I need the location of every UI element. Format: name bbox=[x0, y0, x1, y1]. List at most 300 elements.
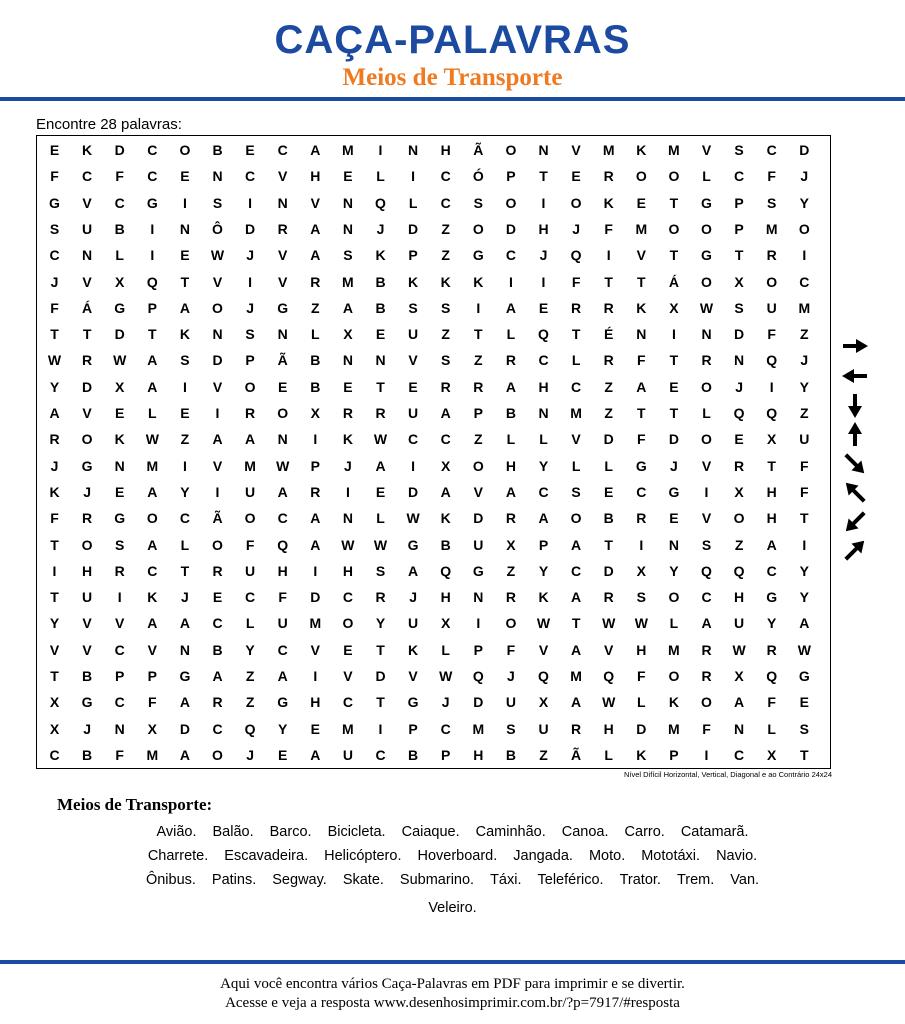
grid-letter: H bbox=[277, 562, 288, 579]
grid-letter: P bbox=[408, 247, 418, 264]
grid-letter: N bbox=[636, 326, 647, 343]
grid-letter: S bbox=[245, 326, 255, 343]
grid-letter: Y bbox=[538, 457, 549, 474]
grid-letter: Q bbox=[766, 405, 778, 421]
grid-letter: O bbox=[701, 431, 712, 448]
grid-letter: U bbox=[734, 615, 745, 632]
word-list-item: Escavadeira. bbox=[224, 848, 309, 864]
grid-letter: C bbox=[245, 589, 256, 606]
grid-letter: S bbox=[506, 720, 516, 737]
grid-letter: C bbox=[114, 194, 125, 211]
grid-letter: I bbox=[150, 220, 155, 237]
grid-letter: G bbox=[766, 589, 778, 606]
arrow-down-left-icon bbox=[838, 509, 872, 535]
grid-letter: G bbox=[472, 247, 484, 264]
word-list-item: Mototáxi. bbox=[641, 848, 701, 864]
grid-letter: N bbox=[212, 168, 223, 185]
grid-letter: O bbox=[733, 510, 745, 527]
grid-row bbox=[37, 347, 832, 373]
grid-letter: J bbox=[83, 720, 91, 737]
word-list-item: Trator. bbox=[619, 872, 661, 888]
grid-letter: I bbox=[313, 431, 318, 448]
grid-letter: K bbox=[636, 299, 647, 316]
grid-row bbox=[37, 479, 832, 505]
grid-letter: J bbox=[246, 247, 254, 264]
grid-letter: A bbox=[440, 483, 451, 500]
grid-letter: U bbox=[408, 405, 419, 421]
grid-letter: N bbox=[179, 641, 190, 658]
grid-letter: Q bbox=[472, 668, 484, 684]
grid-letter: W bbox=[634, 615, 648, 632]
grid-row bbox=[37, 374, 832, 400]
grid-letter: E bbox=[734, 431, 744, 448]
grid-letter: F bbox=[637, 668, 646, 684]
grid-letter: A bbox=[310, 220, 321, 237]
grid-letter: M bbox=[635, 220, 648, 237]
grid-letter: F bbox=[702, 720, 711, 737]
grid-letter: D bbox=[668, 431, 679, 448]
grid-letter: N bbox=[114, 720, 125, 737]
grid-letter: F bbox=[571, 273, 581, 290]
grid-letter: O bbox=[244, 510, 256, 527]
word-list-item: Jangada. bbox=[513, 848, 573, 864]
grid-letter: Ó bbox=[472, 168, 484, 185]
grid-letter: G bbox=[472, 562, 484, 579]
grid-letter: G bbox=[277, 299, 289, 316]
grid-letter: N bbox=[538, 405, 549, 421]
grid-letter: G bbox=[81, 457, 93, 474]
grid-letter: Z bbox=[734, 536, 744, 553]
grid-letter: Z bbox=[311, 299, 320, 316]
grid-letter: D bbox=[799, 142, 810, 158]
grid-letter: K bbox=[82, 142, 93, 158]
grid-letter: F bbox=[50, 510, 59, 527]
grid-letter: V bbox=[82, 405, 92, 421]
grid-letter: J bbox=[441, 694, 450, 711]
grid-letter: U bbox=[342, 746, 353, 763]
grid-letter: F bbox=[148, 694, 157, 711]
grid-letter: X bbox=[147, 720, 157, 737]
grid-letter: M bbox=[765, 220, 778, 237]
grid-letter: Á bbox=[82, 299, 93, 316]
grid-letter: H bbox=[538, 220, 549, 237]
grid-letter: O bbox=[570, 510, 582, 527]
grid-letter: U bbox=[473, 536, 484, 553]
grid-letter: H bbox=[603, 720, 614, 737]
grid-letter: A bbox=[147, 536, 158, 553]
grid-letter: A bbox=[799, 615, 810, 632]
grid-letter: É bbox=[604, 326, 614, 343]
grid-letter: O bbox=[146, 510, 158, 527]
grid-letter: G bbox=[146, 194, 158, 211]
grid-letter: C bbox=[49, 746, 60, 763]
grid-letter: L bbox=[637, 694, 646, 711]
grid-letter: L bbox=[669, 615, 679, 632]
grid-letter: K bbox=[636, 746, 647, 763]
grid-letter: Z bbox=[800, 326, 809, 343]
grid-letter: F bbox=[767, 326, 776, 343]
grid-letter: O bbox=[81, 431, 93, 448]
grid-letter: Z bbox=[245, 668, 255, 684]
grid-letter: F bbox=[115, 168, 124, 185]
grid-letter: D bbox=[636, 720, 647, 737]
grid-letter: S bbox=[180, 352, 190, 369]
grid-letter: Q bbox=[538, 668, 549, 684]
grid-letter: A bbox=[212, 431, 223, 448]
grid-letter: C bbox=[734, 746, 745, 763]
grid-letter: O bbox=[701, 694, 712, 711]
grid-letter: P bbox=[245, 352, 255, 369]
grid-letter: G bbox=[81, 694, 93, 711]
grid-letter: W bbox=[341, 536, 355, 553]
grid-letter: T bbox=[734, 247, 744, 264]
grid-letter: J bbox=[50, 457, 59, 474]
grid-letter: N bbox=[342, 352, 353, 369]
grid-letter: D bbox=[245, 220, 256, 237]
grid-letter: N bbox=[734, 352, 745, 369]
grid-letter: J bbox=[506, 668, 515, 684]
grid-letter: E bbox=[375, 326, 386, 343]
grid-letter: J bbox=[572, 220, 580, 237]
grid-row bbox=[37, 269, 832, 295]
arrow-down-icon bbox=[838, 393, 872, 419]
grid-row bbox=[37, 163, 832, 189]
grid-letter: A bbox=[310, 510, 321, 527]
grid-letter: S bbox=[767, 194, 777, 211]
grid-letter: F bbox=[604, 220, 613, 237]
grid-letter: O bbox=[701, 273, 712, 290]
grid-letter: Q bbox=[538, 326, 549, 343]
grid-letter: G bbox=[668, 483, 680, 500]
grid-letter: L bbox=[376, 168, 385, 185]
grid-letter: Ã bbox=[277, 352, 288, 369]
grid-letter: A bbox=[310, 746, 321, 763]
grid-row bbox=[37, 610, 832, 636]
word-list-row bbox=[0, 822, 905, 842]
grid-letter: V bbox=[212, 273, 223, 290]
grid-letter: D bbox=[505, 220, 516, 237]
grid-letter: L bbox=[441, 641, 450, 658]
grid-letter: Y bbox=[538, 562, 549, 579]
grid-letter: K bbox=[114, 431, 125, 448]
grid-letter: C bbox=[538, 352, 549, 369]
word-list-item: Patins. bbox=[211, 872, 257, 888]
grid-letter: Q bbox=[603, 668, 615, 684]
grid-letter: I bbox=[378, 142, 383, 158]
grid-letter: M bbox=[146, 457, 159, 474]
word-list-item: Caiaque. bbox=[401, 824, 460, 840]
grid-letter: L bbox=[702, 405, 711, 421]
grid-letter: Q bbox=[766, 352, 778, 369]
grid-letter: I bbox=[313, 562, 318, 579]
grid-letter: I bbox=[769, 378, 774, 395]
grid-letter: Ã bbox=[473, 142, 484, 158]
grid-letter: P bbox=[147, 299, 157, 316]
grid-letter: R bbox=[603, 299, 614, 316]
grid-letter: R bbox=[636, 510, 647, 527]
grid-letter: U bbox=[245, 483, 256, 500]
grid-letter: S bbox=[441, 299, 451, 316]
grid-letter: A bbox=[147, 352, 158, 369]
grid-letter: D bbox=[179, 720, 190, 737]
grid-letter: Y bbox=[245, 641, 255, 658]
grid-letter: V bbox=[82, 194, 92, 211]
grid-letter: K bbox=[408, 641, 419, 658]
grid-letter: Z bbox=[441, 220, 450, 237]
grid-letter: C bbox=[147, 168, 158, 185]
grid-letter: Z bbox=[474, 431, 483, 448]
grid-letter: S bbox=[701, 536, 712, 553]
grid-letter: D bbox=[212, 352, 223, 369]
grid-letter: I bbox=[150, 247, 155, 264]
grid-letter: B bbox=[603, 510, 614, 527]
grid-letter: J bbox=[180, 589, 189, 606]
grid-letter: T bbox=[669, 352, 679, 369]
grid-letter: J bbox=[50, 273, 59, 290]
grid-letter: W bbox=[145, 431, 159, 448]
grid-letter: C bbox=[277, 510, 288, 527]
grid-letter: E bbox=[115, 405, 125, 421]
grid-letter: E bbox=[115, 483, 125, 500]
arrow-left-icon bbox=[838, 363, 872, 389]
word-list-item: Hoverboard. bbox=[417, 848, 498, 864]
letter-grid bbox=[36, 135, 831, 769]
grid-letter: C bbox=[147, 562, 158, 579]
grid-letter: F bbox=[800, 483, 809, 500]
grid-letter: X bbox=[767, 746, 777, 763]
grid-letter: I bbox=[476, 299, 481, 316]
grid-row bbox=[37, 216, 832, 242]
grid-letter: E bbox=[538, 299, 549, 316]
grid-letter: W bbox=[373, 536, 388, 553]
grid-letter: H bbox=[734, 589, 745, 606]
grid-letter: V bbox=[408, 352, 418, 369]
grid-letter: I bbox=[182, 378, 187, 395]
grid-row bbox=[37, 689, 832, 715]
grid-row bbox=[37, 584, 832, 610]
grid-letter: U bbox=[408, 615, 419, 632]
grid-letter: F bbox=[800, 457, 809, 474]
grid-letter: U bbox=[82, 589, 93, 606]
arrow-down-right-icon bbox=[838, 451, 872, 477]
grid-letter: E bbox=[799, 694, 809, 711]
page-subtitle: Meios de Transporte bbox=[342, 64, 563, 91]
grid-letter: F bbox=[637, 431, 646, 448]
grid-letter: O bbox=[570, 194, 582, 211]
grid-letter: I bbox=[704, 746, 709, 763]
grid-letter: S bbox=[441, 352, 451, 369]
grid-letter: L bbox=[506, 326, 516, 343]
grid-letter: W bbox=[113, 352, 127, 369]
grid-letter: V bbox=[49, 641, 60, 658]
grid-letter: A bbox=[310, 536, 321, 553]
grid-letter: V bbox=[636, 247, 646, 264]
grid-letter: N bbox=[701, 326, 712, 343]
grid-letter: J bbox=[735, 378, 743, 395]
grid-letter: X bbox=[506, 536, 516, 553]
grid-letter: V bbox=[571, 142, 581, 158]
grid-letter: L bbox=[115, 247, 124, 264]
grid-letter: I bbox=[117, 589, 122, 606]
grid-letter: K bbox=[668, 694, 679, 711]
grid-letter: J bbox=[800, 352, 809, 369]
grid-letter: V bbox=[701, 142, 712, 158]
grid-letter: B bbox=[114, 220, 125, 237]
grid-letter: A bbox=[310, 247, 321, 264]
grid-letter: N bbox=[277, 194, 288, 211]
grid-letter: A bbox=[734, 694, 745, 711]
grid-letter: A bbox=[571, 589, 582, 606]
grid-row bbox=[37, 426, 832, 452]
grid-letter: J bbox=[409, 589, 417, 606]
grid-letter: T bbox=[800, 746, 809, 763]
grid-letter: W bbox=[406, 510, 420, 527]
grid-letter: L bbox=[376, 510, 385, 527]
grid-letter: E bbox=[180, 168, 190, 185]
grid-letter: R bbox=[114, 562, 125, 579]
grid-letter: H bbox=[473, 746, 484, 763]
word-list-item: Veleiro. bbox=[428, 900, 477, 916]
grid-row bbox=[37, 137, 832, 163]
grid-letter: Z bbox=[180, 431, 190, 448]
grid-letter: L bbox=[604, 746, 613, 763]
grid-letter: R bbox=[82, 510, 93, 527]
grid-letter: S bbox=[473, 194, 483, 211]
grid-letter: M bbox=[342, 273, 354, 290]
grid-letter: U bbox=[505, 694, 516, 711]
grid-letter: T bbox=[539, 168, 548, 185]
grid-letter: C bbox=[701, 589, 712, 606]
grid-letter: P bbox=[310, 457, 320, 474]
grid-letter: C bbox=[49, 247, 60, 264]
grid-letter: E bbox=[669, 510, 679, 527]
grid-letter: C bbox=[212, 615, 223, 632]
grid-letter: T bbox=[148, 326, 157, 343]
grid-letter: T bbox=[800, 510, 809, 527]
grid-letter: H bbox=[766, 483, 777, 500]
grid-letter: U bbox=[766, 299, 777, 316]
grid-letter: T bbox=[376, 641, 385, 658]
grid-letter: B bbox=[212, 142, 223, 158]
grid-letter: M bbox=[244, 457, 256, 474]
grid-letter: A bbox=[245, 431, 256, 448]
grid-letter: M bbox=[602, 142, 615, 158]
grid-letter: O bbox=[179, 142, 191, 158]
word-list-item: Bicicleta. bbox=[327, 824, 386, 840]
word-list-item: Teleférico. bbox=[537, 872, 604, 888]
grid-letter: U bbox=[408, 326, 419, 343]
grid-letter: O bbox=[668, 589, 680, 606]
grid-letter: Y bbox=[375, 615, 386, 632]
grid-letter: V bbox=[408, 668, 418, 684]
grid-letter: C bbox=[179, 510, 190, 527]
grid-letter: P bbox=[538, 536, 549, 553]
grid-row bbox=[37, 190, 832, 216]
grid-letter: Y bbox=[180, 483, 190, 500]
grid-letter: G bbox=[114, 299, 126, 316]
grid-letter: X bbox=[767, 431, 777, 448]
grid-letter: Y bbox=[799, 589, 809, 606]
arrow-up-right-icon bbox=[838, 537, 872, 563]
grid-letter: T bbox=[669, 247, 679, 264]
grid-letter: T bbox=[474, 326, 483, 343]
grid-row bbox=[37, 716, 832, 742]
grid-letter: Q bbox=[375, 194, 386, 211]
grid-letter: R bbox=[701, 352, 712, 369]
grid-letter: A bbox=[277, 668, 288, 684]
grid-letter: H bbox=[342, 562, 353, 579]
grid-letter: C bbox=[766, 562, 777, 579]
grid-letter: X bbox=[669, 299, 679, 316]
grid-letter: U bbox=[245, 562, 256, 579]
grid-letter: K bbox=[440, 273, 451, 290]
grid-letter: M bbox=[668, 641, 680, 658]
grid-letter: Z bbox=[604, 405, 613, 421]
grid-row bbox=[37, 637, 832, 663]
grid-letter: V bbox=[604, 641, 614, 658]
grid-letter: R bbox=[49, 431, 60, 448]
grid-letter: D bbox=[408, 483, 419, 500]
grid-letter: N bbox=[277, 326, 288, 343]
grid-letter: M bbox=[570, 668, 582, 684]
grid-letter: H bbox=[538, 378, 549, 395]
grid-letter: X bbox=[734, 668, 744, 684]
grid-letter: S bbox=[115, 536, 125, 553]
grid-letter: I bbox=[182, 457, 187, 474]
grid-letter: A bbox=[179, 299, 190, 316]
grid-letter: R bbox=[505, 510, 516, 527]
grid-letter: N bbox=[473, 589, 484, 606]
grid-letter: O bbox=[472, 220, 484, 237]
grid-row bbox=[37, 532, 832, 558]
grid-letter: N bbox=[342, 510, 353, 527]
grid-letter: V bbox=[701, 510, 712, 527]
footer-line-1: Aqui você encontra vários Caça-Palavras em PDF para imprimir e se divertir. bbox=[220, 976, 685, 992]
grid-letter: N bbox=[668, 536, 679, 553]
grid-letter: T bbox=[571, 326, 581, 343]
grid-letter: H bbox=[636, 641, 647, 658]
grid-letter: O bbox=[798, 220, 810, 237]
grid-letter: K bbox=[603, 194, 614, 211]
direction-arrows bbox=[838, 333, 872, 573]
grid-letter: V bbox=[82, 641, 92, 658]
grid-letter: R bbox=[375, 405, 386, 421]
grid-letter: R bbox=[734, 457, 745, 474]
grid-letter: Q bbox=[733, 562, 745, 579]
grid-letter: X bbox=[115, 273, 125, 290]
grid-letter: A bbox=[571, 641, 582, 658]
grid-letter: U bbox=[277, 615, 288, 632]
word-list-item: Táxi. bbox=[490, 872, 522, 888]
grid-letter: E bbox=[669, 378, 679, 395]
grid-letter: W bbox=[602, 694, 616, 711]
grid-letter: Z bbox=[474, 352, 483, 369]
grid-letter: T bbox=[604, 273, 613, 290]
grid-letter: E bbox=[278, 746, 288, 763]
grid-letter: T bbox=[571, 615, 581, 632]
grid-letter: F bbox=[506, 641, 516, 658]
grid-letter: B bbox=[310, 352, 321, 369]
grid-letter: V bbox=[278, 168, 288, 185]
grid-letter: J bbox=[246, 746, 254, 763]
grid-letter: L bbox=[767, 720, 776, 737]
grid-letter: V bbox=[82, 615, 92, 632]
grid-letter: G bbox=[407, 536, 419, 553]
grid-letter: V bbox=[212, 378, 223, 395]
grid-letter: C bbox=[342, 589, 353, 606]
grid-letter: S bbox=[343, 247, 353, 264]
grid-letter: P bbox=[473, 405, 483, 421]
